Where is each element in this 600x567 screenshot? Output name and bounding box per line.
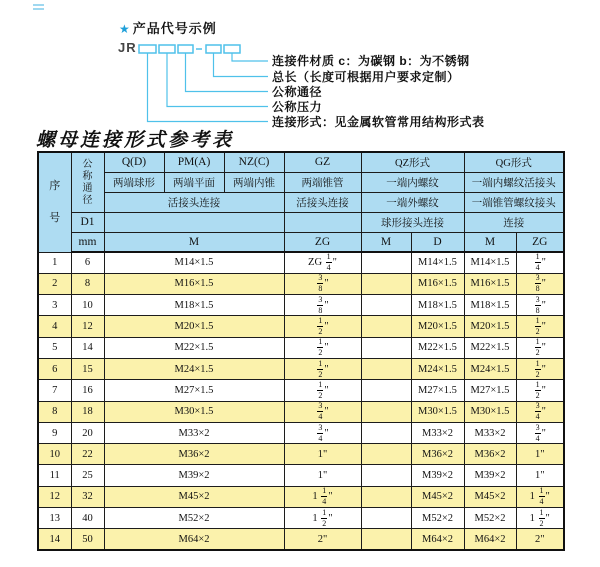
m-cell: M36×2: [104, 444, 284, 465]
qg-zg-cell: $\frac{3}{4}$ ": [516, 422, 564, 443]
header-qg-desc2: 一端锥管螺纹接头: [464, 192, 564, 212]
header-qz-connection: 球形接头连接: [361, 212, 464, 232]
seq-cell: 5: [38, 337, 71, 358]
seq-cell: 4: [38, 316, 71, 337]
seq-cell: 10: [38, 444, 71, 465]
qg-m-cell: M33×2: [464, 422, 516, 443]
seq-cell: 2: [38, 273, 71, 294]
callout-connection-form: 连接形式：见金属软管常用结构形式表: [272, 114, 485, 129]
zg-cell: $\frac{1}{2}$ ": [284, 380, 361, 401]
qz-d-cell: M52×2: [411, 508, 464, 529]
header-qz-code: QZ形式: [361, 152, 464, 172]
header-qg-code: QG形式: [464, 152, 564, 172]
header-qg-m: M: [464, 232, 516, 252]
qz-d-cell: M39×2: [411, 465, 464, 486]
qz-d-cell: M33×2: [411, 422, 464, 443]
qg-m-cell: M39×2: [464, 465, 516, 486]
dn-cell: 10: [71, 295, 104, 316]
dn-cell: 20: [71, 422, 104, 443]
m-cell: M22×1.5: [104, 337, 284, 358]
table-row: [38, 465, 564, 486]
qz-d-cell: M18×1.5: [411, 295, 464, 316]
callout-line: [232, 53, 268, 61]
header-m: M: [104, 232, 284, 252]
qz-m-cell: [361, 465, 411, 486]
code-box: [159, 45, 175, 53]
qz-d-cell: M45×2: [411, 486, 464, 507]
zg-cell: 1": [284, 444, 361, 465]
m-cell: M18×1.5: [104, 295, 284, 316]
star-icon: ★: [119, 22, 131, 36]
code-box: [224, 45, 240, 53]
zg-cell: 1 $\frac{1}{2}$ ": [284, 508, 361, 529]
header-blank-gz: [284, 212, 361, 232]
qg-m-cell: M45×2: [464, 486, 516, 507]
dn-cell: 18: [71, 401, 104, 422]
m-cell: M64×2: [104, 529, 284, 550]
qz-d-cell: M24×1.5: [411, 358, 464, 379]
m-cell: M30×1.5: [104, 401, 284, 422]
qz-m-cell: [361, 316, 411, 337]
table-row: [38, 252, 564, 273]
header-q-code: Q(D): [104, 152, 164, 172]
zg-cell: 1": [284, 465, 361, 486]
header-qg-desc: 一端内螺纹活接头: [464, 172, 564, 192]
dn-cell: 25: [71, 465, 104, 486]
seq-cell: 11: [38, 465, 71, 486]
qg-zg-cell: $\frac{3}{4}$ ": [516, 401, 564, 422]
qz-m-cell: [361, 486, 411, 507]
qg-zg-cell: 1": [516, 444, 564, 465]
product-code-heading-label: 产品代号示例: [132, 21, 217, 36]
dn-cell: 8: [71, 273, 104, 294]
qz-d-cell: M22×1.5: [411, 337, 464, 358]
table-row: [38, 295, 564, 316]
qz-d-cell: M36×2: [411, 444, 464, 465]
nut-connection-table: [37, 151, 565, 551]
header-qz-desc: 一端内螺纹: [361, 172, 464, 192]
zg-cell: ZG $\frac{1}{4}$ ": [284, 252, 361, 273]
seq-cell: 3: [38, 295, 71, 316]
table-row: [38, 316, 564, 337]
qg-zg-cell: 2": [516, 529, 564, 550]
header-d1: D1: [71, 212, 104, 232]
qz-m-cell: [361, 273, 411, 294]
header-union-connection: 活接头连接: [104, 192, 284, 212]
zg-cell: $\frac{3}{4}$ ": [284, 422, 361, 443]
table-row: [38, 444, 564, 465]
seq-cell: 6: [38, 358, 71, 379]
qz-m-cell: [361, 337, 411, 358]
table-row: [38, 422, 564, 443]
qg-m-cell: M27×1.5: [464, 380, 516, 401]
qz-m-cell: [361, 358, 411, 379]
header-seq: 序 号: [38, 152, 71, 252]
header-qg-zg: ZG: [516, 232, 564, 252]
table-body: [38, 252, 564, 550]
qz-d-cell: M20×1.5: [411, 316, 464, 337]
m-cell: M24×1.5: [104, 358, 284, 379]
seq-cell: 14: [38, 529, 71, 550]
qg-m-cell: M14×1.5: [464, 252, 516, 273]
header-qz-m: M: [361, 232, 411, 252]
qg-m-cell: M36×2: [464, 444, 516, 465]
m-cell: M14×1.5: [104, 252, 284, 273]
m-cell: M20×1.5: [104, 316, 284, 337]
callout-nominal-diameter: 公称通径: [272, 84, 323, 99]
qg-m-cell: M22×1.5: [464, 337, 516, 358]
dn-cell: 40: [71, 508, 104, 529]
m-cell: M27×1.5: [104, 380, 284, 401]
qg-zg-cell: 1": [516, 465, 564, 486]
header-unit-mm: mm: [71, 232, 104, 252]
qz-m-cell: [361, 401, 411, 422]
header-gz-code: GZ: [284, 152, 361, 172]
qg-m-cell: M64×2: [464, 529, 516, 550]
m-cell: M52×2: [104, 508, 284, 529]
zg-cell: $\frac{1}{2}$ ": [284, 337, 361, 358]
table-row: [38, 508, 564, 529]
callout-line: [186, 53, 269, 92]
dn-cell: 22: [71, 444, 104, 465]
callout-total-length: 总长（长度可根据用户要求定制）: [272, 69, 460, 84]
qg-m-cell: M52×2: [464, 508, 516, 529]
header-qg-connection: 连接: [464, 212, 564, 232]
qg-zg-cell: $\frac{1}{2}$ ": [516, 337, 564, 358]
zg-cell: 2": [284, 529, 361, 550]
table-row: [38, 337, 564, 358]
seq-cell: 12: [38, 486, 71, 507]
header-blank-left: [104, 212, 284, 232]
table-title: 螺母连接形式参考表: [36, 129, 235, 151]
qz-d-cell: M64×2: [411, 529, 464, 550]
qz-m-cell: [361, 422, 411, 443]
seq-cell: 13: [38, 508, 71, 529]
table-row: [38, 273, 564, 294]
dn-cell: 6: [71, 252, 104, 273]
zg-cell: $\frac{3}{4}$ ": [284, 401, 361, 422]
qg-zg-cell: $\frac{1}{2}$ ": [516, 316, 564, 337]
qz-d-cell: M27×1.5: [411, 380, 464, 401]
header-dn: 公 称 通 径: [71, 152, 104, 212]
qz-d-cell: M30×1.5: [411, 401, 464, 422]
qg-m-cell: M16×1.5: [464, 273, 516, 294]
table-row: [38, 401, 564, 422]
m-cell: M33×2: [104, 422, 284, 443]
table-row: [38, 529, 564, 550]
m-cell: M39×2: [104, 465, 284, 486]
header-pm-desc: 两端平面: [164, 172, 224, 192]
m-cell: M16×1.5: [104, 273, 284, 294]
header-nz-desc: 两端内锥: [224, 172, 284, 192]
code-box: [139, 45, 156, 53]
callout-material: 连接件材质 c：为碳钢 b：为不锈钢: [272, 54, 470, 68]
code-box: [206, 45, 221, 53]
qz-m-cell: [361, 295, 411, 316]
qz-m-cell: [361, 380, 411, 401]
seq-cell: 8: [38, 401, 71, 422]
qg-zg-cell: 1 $\frac{1}{2}$ ": [516, 508, 564, 529]
product-code-prefix: JR: [118, 40, 137, 55]
callout-line: [148, 53, 269, 122]
header-zg: ZG: [284, 232, 361, 252]
dn-cell: 14: [71, 337, 104, 358]
header-qz-desc2: 一端外螺纹: [361, 192, 464, 212]
code-box: [178, 45, 193, 53]
zg-cell: $\frac{1}{2}$ ": [284, 358, 361, 379]
table-row: [38, 380, 564, 401]
qg-m-cell: M24×1.5: [464, 358, 516, 379]
qz-m-cell: [361, 508, 411, 529]
header-q-desc: 两端球形: [104, 172, 164, 192]
seq-cell: 1: [38, 252, 71, 273]
qz-m-cell: [361, 444, 411, 465]
qz-m-cell: [361, 252, 411, 273]
callout-nominal-pressure: 公称压力: [272, 99, 323, 114]
qz-d-cell: M14×1.5: [411, 252, 464, 273]
qz-m-cell: [361, 529, 411, 550]
m-cell: M45×2: [104, 486, 284, 507]
dn-cell: 12: [71, 316, 104, 337]
header-nz-code: NZ(C): [224, 152, 284, 172]
header-pm-code: PM(A): [164, 152, 224, 172]
table-row: [38, 358, 564, 379]
table-row: [38, 486, 564, 507]
qg-zg-cell: $\frac{3}{8}$ ": [516, 295, 564, 316]
header-gz-desc: 两端锥管: [284, 172, 361, 192]
qg-zg-cell: 1 $\frac{1}{4}$ ": [516, 486, 564, 507]
seq-cell: 9: [38, 422, 71, 443]
qg-zg-cell: $\frac{3}{8}$ ": [516, 273, 564, 294]
qg-m-cell: M20×1.5: [464, 316, 516, 337]
dn-cell: 50: [71, 529, 104, 550]
seq-cell: 7: [38, 380, 71, 401]
header-gz-union-connection: 活接头连接: [284, 192, 361, 212]
dn-cell: 15: [71, 358, 104, 379]
zg-cell: $\frac{3}{8}$ ": [284, 273, 361, 294]
zg-cell: $\frac{1}{2}$ ": [284, 316, 361, 337]
dn-cell: 32: [71, 486, 104, 507]
qg-m-cell: M30×1.5: [464, 401, 516, 422]
dn-cell: 16: [71, 380, 104, 401]
qg-zg-cell: $\frac{1}{2}$ ": [516, 358, 564, 379]
callout-line: [214, 53, 269, 77]
zg-cell: $\frac{3}{8}$ ": [284, 295, 361, 316]
qz-d-cell: M16×1.5: [411, 273, 464, 294]
header-qz-d: D: [411, 232, 464, 252]
qg-m-cell: M18×1.5: [464, 295, 516, 316]
qg-zg-cell: $\frac{1}{2}$ ": [516, 380, 564, 401]
zg-cell: 1 $\frac{1}{4}$ ": [284, 486, 361, 507]
qg-zg-cell: $\frac{1}{4}$ ": [516, 252, 564, 273]
